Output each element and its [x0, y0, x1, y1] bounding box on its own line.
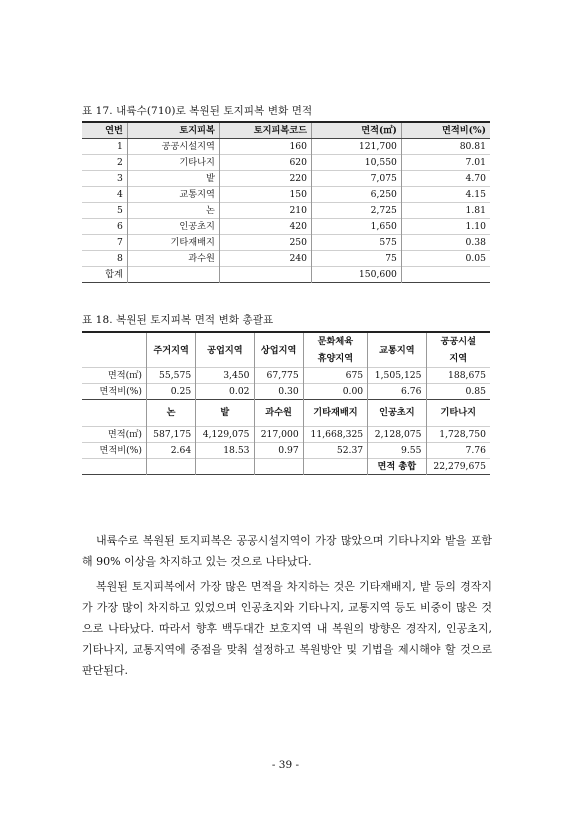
row-area: 75 — [312, 251, 402, 267]
table18-caption: 표 18. 복원된 토지피복 면적 변화 총괄표 — [82, 314, 274, 326]
row-area: 575 — [312, 235, 402, 251]
table17-header-code: 토지피복코드 — [219, 122, 311, 139]
total-blank — [219, 267, 311, 283]
table18-total-row — [82, 459, 490, 475]
ratio-value: 6.76 — [368, 384, 426, 400]
header-public-facility — [426, 332, 490, 368]
total-blank — [147, 459, 196, 475]
body-paragraph-2: 복원된 토지피복에서 가장 많은 면적을 차지하는 것은 기타재배지, 밭 등의 경작지가 가장 많이 차지하고 있었으며 인공초지와 기타나지, 교통지역 등도 비중이 많은 것으로 나타났다. 따라서 향후 백두대간 보호지역 내 복원의 방향은 경작지, 인공초지, 기타나지, 교통지역에 중점을 맞춰 설정하고 복원방안 및 기법을 제시해야 할 것으로 판단된다. — [82, 580, 492, 677]
area-value: 3,450 — [196, 368, 254, 384]
row-code: 210 — [219, 203, 311, 219]
total-blank — [82, 459, 147, 475]
header-culture-line2: 휴양지역 — [317, 353, 354, 364]
row-type: 인공초지 — [127, 219, 219, 235]
row-code: 220 — [219, 171, 311, 187]
row-type: 과수원 — [127, 251, 219, 267]
row-type: 논 — [127, 203, 219, 219]
table18-ratio-row-2 — [82, 443, 490, 459]
total-area-value: 22,279,675 — [426, 459, 490, 475]
area-value: 1,728,750 — [426, 427, 490, 443]
row-area: 121,700 — [312, 139, 402, 155]
header-industrial: 공업지역 — [196, 332, 254, 368]
ratio-value: 0.97 — [254, 443, 303, 459]
area-value: 217,000 — [254, 427, 303, 443]
ratio-value: 0.30 — [254, 384, 303, 400]
table-row — [82, 155, 490, 171]
header-public-line2: 지역 — [449, 353, 468, 364]
table17 — [82, 121, 490, 283]
table17-header-ratio: 면적비(%) — [401, 122, 490, 139]
row-no: 8 — [82, 251, 127, 267]
row-type: 교통지역 — [127, 187, 219, 203]
header-public-line1: 공공시설 — [440, 336, 476, 347]
header-other-bare-land: 기타나지 — [426, 400, 490, 427]
area-value: 675 — [303, 368, 367, 384]
page-number: - 39 - — [271, 759, 300, 771]
row-no: 1 — [82, 139, 127, 155]
row-type: 기타재배지 — [127, 235, 219, 251]
row-code: 250 — [219, 235, 311, 251]
total-label: 합계 — [82, 267, 127, 283]
row-code: 420 — [219, 219, 311, 235]
row-ratio: 7.01 — [401, 155, 490, 171]
row-no: 3 — [82, 171, 127, 187]
ratio-value: 0.00 — [303, 384, 367, 400]
total-blank — [303, 459, 367, 475]
header-corner — [82, 332, 147, 368]
area-label: 면적(㎡) — [82, 427, 147, 443]
table-row — [82, 203, 490, 219]
table-row — [82, 187, 490, 203]
header-commercial: 상업지역 — [254, 332, 303, 368]
row-code: 160 — [219, 139, 311, 155]
header-culture-line1: 문화체육 — [317, 336, 354, 347]
row-area: 6,250 — [312, 187, 402, 203]
area-value: 188,675 — [426, 368, 490, 384]
header-rice-paddy: 논 — [147, 400, 196, 427]
total-blank — [127, 267, 219, 283]
area-value: 11,668,325 — [303, 427, 367, 443]
row-area: 2,725 — [312, 203, 402, 219]
row-ratio: 4.70 — [401, 171, 490, 187]
row-ratio: 4.15 — [401, 187, 490, 203]
row-area: 1,650 — [312, 219, 402, 235]
row-area: 10,550 — [312, 155, 402, 171]
table18-area-row-2 — [82, 427, 490, 443]
table-row — [82, 251, 490, 267]
total-blank — [254, 459, 303, 475]
table18-header-row-1 — [82, 332, 490, 368]
row-type: 공공시설지역 — [127, 139, 219, 155]
ratio-value: 7.76 — [426, 443, 490, 459]
row-no: 4 — [82, 187, 127, 203]
area-value: 4,129,075 — [196, 427, 254, 443]
header-transport: 교통지역 — [368, 332, 426, 368]
header-residential: 주거지역 — [147, 332, 196, 368]
row-ratio: 0.38 — [401, 235, 490, 251]
total-blank — [401, 267, 490, 283]
header-other-cultivation: 기타재배지 — [303, 400, 367, 427]
area-value: 587,175 — [147, 427, 196, 443]
table17-total-row — [82, 267, 490, 283]
ratio-value: 0.25 — [147, 384, 196, 400]
header-culture-sports — [303, 332, 367, 368]
table-row — [82, 235, 490, 251]
row-ratio: 0.05 — [401, 251, 490, 267]
area-label: 면적(㎡) — [82, 368, 147, 384]
table17-header-no: 연번 — [82, 122, 127, 139]
row-type: 밭 — [127, 171, 219, 187]
total-area-label: 면적 총합 — [368, 459, 426, 475]
ratio-value: 18.53 — [196, 443, 254, 459]
ratio-value: 2.64 — [147, 443, 196, 459]
ratio-value: 52.37 — [303, 443, 367, 459]
table17-header-row — [82, 122, 490, 139]
table18-header-row-2 — [82, 400, 490, 427]
table18-area-row-1 — [82, 368, 490, 384]
table18 — [82, 331, 490, 475]
total-area: 150,600 — [312, 267, 402, 283]
area-value: 1,505,125 — [368, 368, 426, 384]
header-orchard: 과수원 — [254, 400, 303, 427]
row-ratio: 1.81 — [401, 203, 490, 219]
total-blank — [196, 459, 254, 475]
header-field: 밭 — [196, 400, 254, 427]
row-type: 기타나지 — [127, 155, 219, 171]
table-row — [82, 171, 490, 187]
ratio-value: 0.85 — [426, 384, 490, 400]
table17-caption: 표 17. 내륙수(710)로 복원된 토지피복 변화 면적 — [82, 105, 313, 117]
row-code: 620 — [219, 155, 311, 171]
table17-header-area: 면적(㎡) — [312, 122, 402, 139]
ratio-value: 0.02 — [196, 384, 254, 400]
row-code: 240 — [219, 251, 311, 267]
ratio-label: 면적비(%) — [82, 443, 147, 459]
table17-header-type: 토지피복 — [127, 122, 219, 139]
body-paragraph-1: 내륙수로 복원된 토지피복은 공공시설지역이 가장 많았으며 기타나지와 밭을 포함해 90% 이상을 차지하고 있는 것으로 나타났다. — [82, 534, 492, 568]
area-value: 67,775 — [254, 368, 303, 384]
area-value: 2,128,075 — [368, 427, 426, 443]
row-no: 6 — [82, 219, 127, 235]
row-ratio: 1.10 — [401, 219, 490, 235]
row-area: 7,075 — [312, 171, 402, 187]
row-no: 5 — [82, 203, 127, 219]
row-ratio: 80.81 — [401, 139, 490, 155]
table-row — [82, 219, 490, 235]
area-value: 55,575 — [147, 368, 196, 384]
ratio-label: 면적비(%) — [82, 384, 147, 400]
header-artificial-grassland: 인공초지 — [368, 400, 426, 427]
row-code: 150 — [219, 187, 311, 203]
row-no: 7 — [82, 235, 127, 251]
row-no: 2 — [82, 155, 127, 171]
header-corner — [82, 400, 147, 427]
table-row — [82, 139, 490, 155]
table18-ratio-row-1 — [82, 384, 490, 400]
ratio-value: 9.55 — [368, 443, 426, 459]
